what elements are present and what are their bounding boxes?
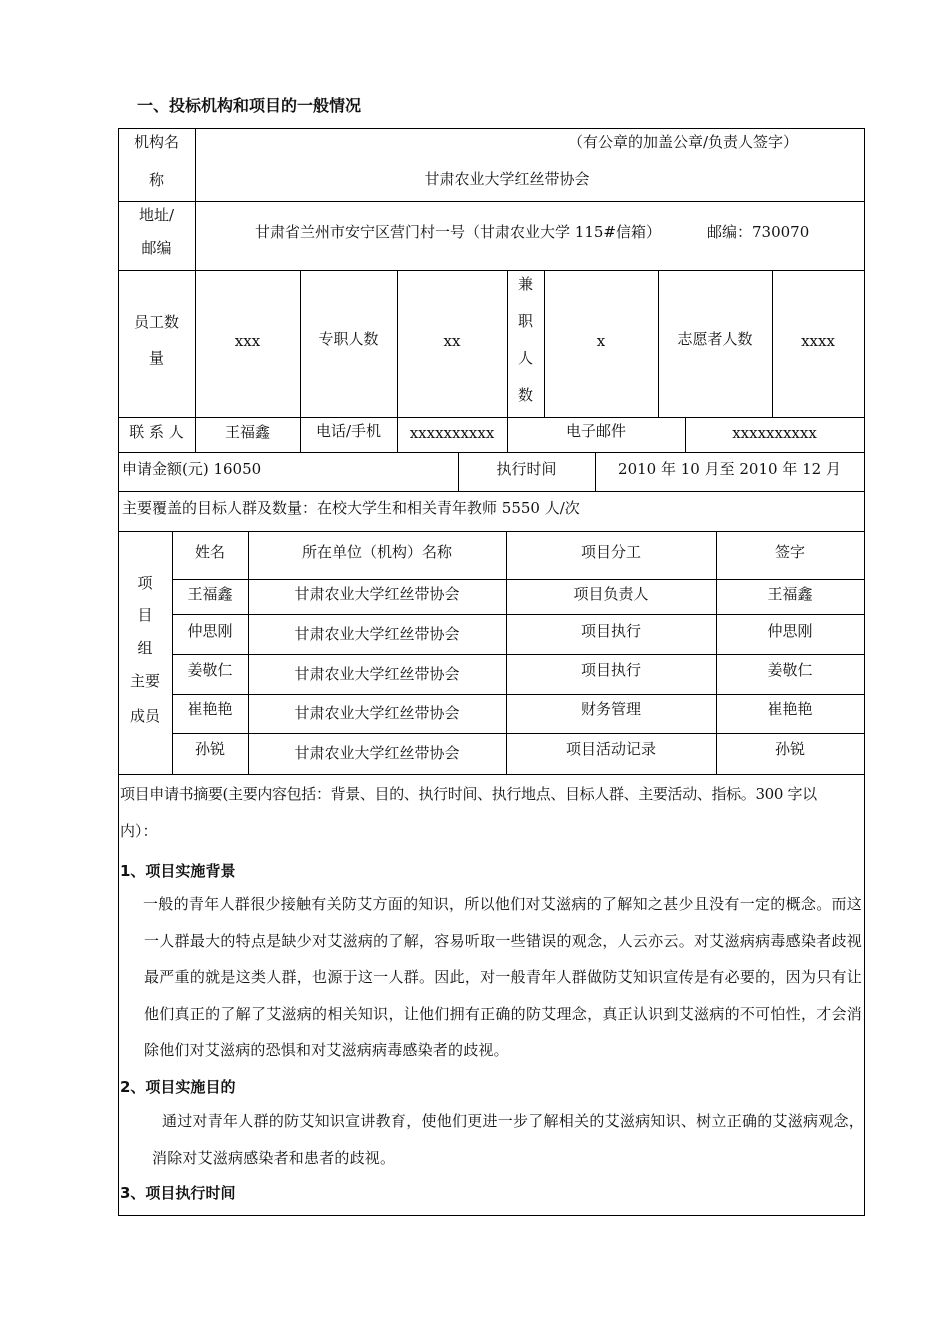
- volunteer-label: 志愿者人数: [677, 330, 753, 348]
- org-name-label-line2: 称: [148, 171, 164, 189]
- member-org: 甘肃农业大学红丝带协会: [294, 585, 460, 603]
- requested-amount: 申请金额(元) 16050: [122, 460, 262, 478]
- member-name: 孙锐: [194, 740, 225, 758]
- member-org: 甘肃农业大学红丝带协会: [294, 744, 460, 762]
- parttime-count: x: [596, 332, 606, 350]
- parttime-label-char4: 数: [517, 386, 533, 404]
- member-name: 仲思刚: [187, 622, 233, 640]
- staff-label-line2: 量: [148, 349, 164, 367]
- background-paragraph: 一般的青年人群很少接触有关防艾方面的知识，所以他们对艾滋病的了解知之甚少且没有一定的概念。而这一人群最大的特点是缺少对艾滋病的了解，容易听取一些错误的观念，人云亦云。对艾滋病病毒感染者歧视最严重的就是这类人群，也源于这一人群。因此，对一般青年人群做防艾知识宣传是有必要的，因为只有让他们真正的了解了艾滋病的相关知识，让他们拥有正确的防艾理念，真正认识到艾滋病的不可怕性，才会消除他们对艾滋病的恐惧和对艾滋病病毒感染者的歧视。: [143, 895, 862, 1059]
- period-label: 执行时间: [496, 460, 557, 478]
- member-signature: 孙锐: [774, 740, 805, 758]
- team-header-signature: 签字: [774, 543, 805, 561]
- section-heading-background: 1、项目实施背景: [120, 862, 236, 880]
- member-name: 王福鑫: [187, 585, 233, 603]
- staff-label-line1: 员工数: [133, 313, 179, 331]
- summary-intro-line1: 项目申请书摘要(主要内容包括：背景、目的、执行时间、执行地点、目标人群、主要活动、指标。300 字以: [120, 785, 817, 803]
- member-role: 财务管理: [580, 700, 641, 718]
- member-signature: 姜敬仁: [767, 661, 813, 679]
- member-name: 姜敬仁: [187, 661, 233, 679]
- parttime-label-char3: 人: [517, 349, 533, 367]
- fulltime-count: xx: [443, 332, 461, 350]
- member-role: 项目执行: [580, 661, 641, 679]
- team-label-char2: 目: [137, 606, 153, 624]
- team-header-org: 所在单位（机构）名称: [301, 543, 452, 561]
- team-header-name: 姓名: [194, 543, 225, 561]
- address-label-line1: 地址/: [138, 206, 175, 224]
- postcode-value: 邮编：730070: [707, 223, 810, 241]
- email-value: xxxxxxxxxx: [732, 424, 817, 442]
- fulltime-label: 专职人数: [318, 330, 379, 348]
- team-label-char4: 主要: [129, 672, 160, 690]
- volunteer-count: xxxx: [801, 332, 835, 350]
- section-heading-purpose: 2、项目实施目的: [120, 1078, 236, 1096]
- member-org: 甘肃农业大学红丝带协会: [294, 625, 460, 643]
- seal-note: （有公章的加盖公章/负责人签字）: [568, 133, 799, 151]
- address-label-line2: 邮编: [141, 239, 172, 257]
- team-label-char5: 成员: [129, 707, 160, 725]
- team-header-role: 项目分工: [580, 543, 641, 561]
- email-label: 电子邮件: [565, 422, 626, 440]
- org-name: 甘肃农业大学红丝带协会: [424, 170, 590, 188]
- member-signature: 仲思刚: [767, 622, 813, 640]
- staff-total: xxx: [234, 332, 261, 350]
- address-value: 甘肃省兰州市安宁区营门村一号（甘肃农业大学 115#信箱）: [255, 223, 661, 241]
- contact-name: 王福鑫: [224, 423, 270, 441]
- section-title: 一、投标机构和项目的一般情况: [137, 96, 362, 115]
- member-signature: 王福鑫: [767, 585, 813, 603]
- team-label-char1: 项: [137, 574, 153, 592]
- target-population: 主要覆盖的目标人群及数量：在校大学生和相关青年教师 5550 人/次: [122, 499, 580, 517]
- member-org: 甘肃农业大学红丝带协会: [294, 665, 460, 683]
- phone-label: 电话/手机: [315, 422, 382, 440]
- team-label-char3: 组: [137, 639, 153, 657]
- member-role: 项目负责人: [573, 585, 649, 603]
- section-heading-period: 3、项目执行时间: [120, 1184, 236, 1202]
- member-signature: 崔艳艳: [767, 700, 813, 718]
- purpose-paragraph: 通过对青年人群的防艾知识宣讲教育，使他们更进一步了解相关的艾滋病知识、树立正确的艾滋病观念，消除对艾滋病感染者和患者的歧视。: [152, 1112, 864, 1167]
- summary-intro-line2: 内）：: [120, 822, 158, 840]
- parttime-label-char2: 职: [517, 312, 533, 330]
- contact-label: 联 系 人: [129, 423, 184, 441]
- member-role: 项目执行: [580, 622, 641, 640]
- member-org: 甘肃农业大学红丝带协会: [294, 704, 460, 722]
- org-name-label-line1: 机构名: [133, 133, 179, 151]
- member-role: 项目活动记录: [565, 740, 656, 758]
- parttime-label-char1: 兼: [517, 275, 533, 293]
- period-value: 2010 年 10 月至 2010 年 12 月: [618, 460, 841, 478]
- member-name: 崔艳艳: [187, 700, 233, 718]
- phone-value: xxxxxxxxxx: [409, 424, 495, 442]
